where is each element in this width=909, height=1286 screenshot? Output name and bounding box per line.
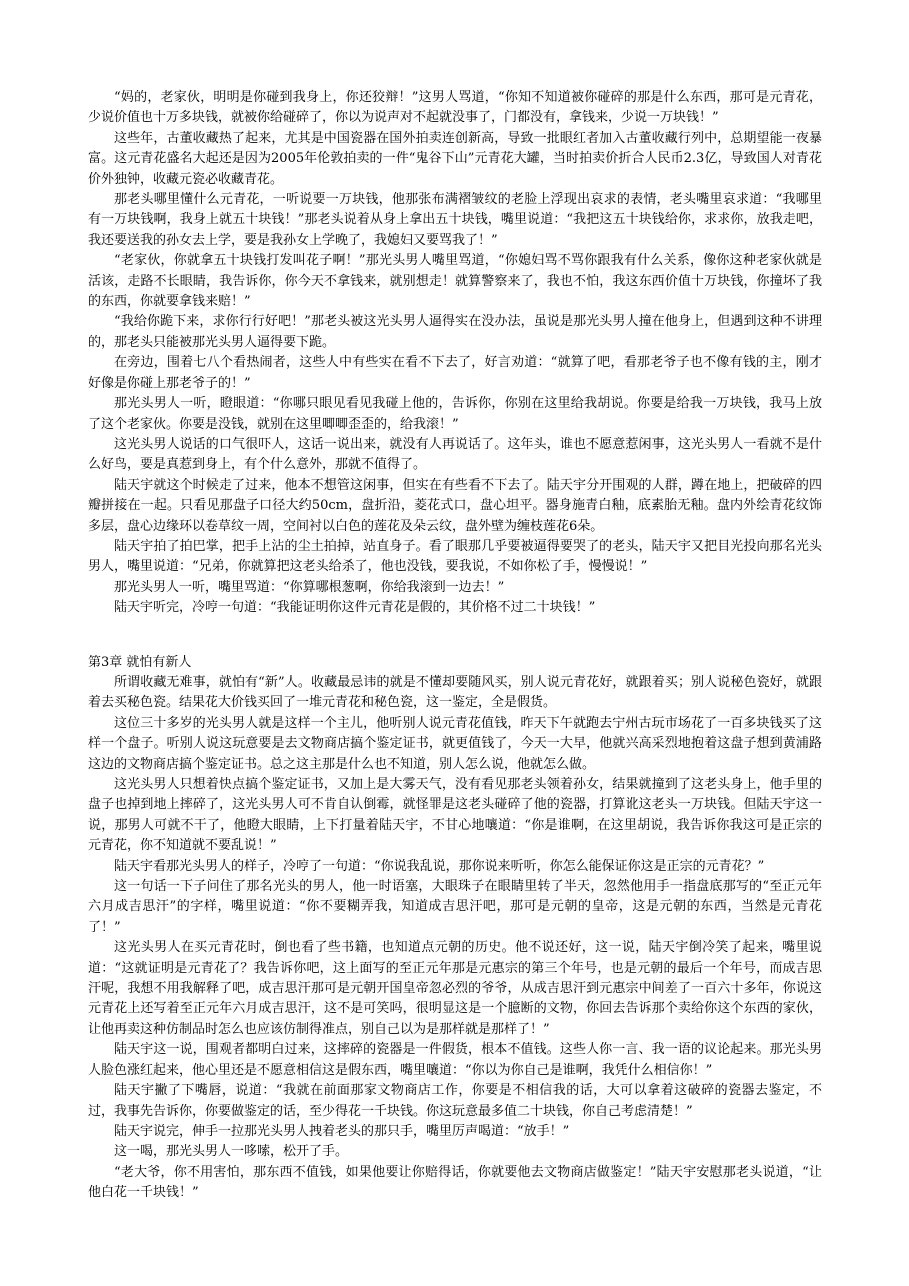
document-page [88,88,822,1204]
paragraph: 陆天宇说完，伸手一拉那光头男人拽着老头的那只手，嘴里厉声喝道：“放手！” [114,1123,570,1139]
paragraph: 陆天宇撇了下嘴唇，说道：“我就在前面那家文物商店工作，你要是不相信我的话，大可以拿着这破碎的瓷器去鉴定，不过，我事先告诉你，你要做鉴定的话，至少得花一千块钱。你这玩意最多值二十块钱，你自己考虑清楚！” [88,1083,822,1119]
paragraph: 这光头男人说话的口气很吓人，这话一说出来，就没有人再说话了。这年头，谁也不愿意惹闲事，这光头男人一看就不是什么好鸟，要是真惹到身上，有个什么意外，那就不值得了。 [88,436,822,473]
paragraph: 陆天宇就这个时候走了过来，他本不想管这闲事，但实在有些看不下去了。陆天宇分开围观的人群，蹲在地上，把破碎的四瓣拼接在一起。只看见那盘子口径大约50cm，盘折沿，菱花式口，盘心坦平。器身施青白釉，底素胎无釉。盘内外绘青花纹饰多层，盘心边缘环以卷草纹一周，空间衬以白色的莲花及朵云纹，盘外壁为缠枝莲花6朵。 [88,477,822,534]
paragraph: 那光头男人一听，瞪眼道：“你哪只眼见看见我碰上他的，告诉你，你别在这里给我胡说。你要是给我一万块钱，我马上放了这个老家伙。你要是没钱，就别在这里唧唧歪歪的，给我滚！” [88,396,822,432]
paragraph: 那光头男人一听，嘴里骂道：“你算哪根葱啊，你给我滚到一边去！” [114,579,505,595]
paragraph: 陆天宇听完，冷哼一句道：“我能证明你这件元青花是假的，其价格不过二十块钱！” [114,600,596,616]
paragraph: 这一句话一下子问住了那名光头的男人，他一时语塞，大眼珠子在眼睛里转了半天，忽然他用手一指盘底那写的“至正元年六月成吉思汗”的字样，嘴里说道：“你不要糊弄我，知道成吉思汗吧，那可是元朝的皇帝，这是元朝的东西，当然是元青花了！” [88,879,822,935]
paragraph: “老家伙，你就拿五十块钱打发叫花子啊！”那光头男人嘴里骂道，“你媳妇骂不骂你跟我有什么关系，像你这种老家伙就是活该，走路不长眼睛，我告诉你，你今天不拿钱来，就别想走！就算警察来了，我也不怕，我这东西价值十万块钱，你撞坏了我的东西，你就要拿钱来赔！” [88,253,822,310]
chapter-title: 第3章 就怕有新人 [88,654,192,670]
paragraph: 陆天宇拍了拍巴掌，把手上沾的尘土拍掉，站直身子。看了眼那几乎要被逼得要哭了的老头，陆天宇又把目光投向那名光头男人，嘴里说道：“兄弟，你就算把这老头给杀了，他也没钱，要我说，不如你松了手，慢慢说！” [88,538,822,575]
paragraph: 这些年，古董收藏热了起来，尤其是中国瓷器在国外拍卖连创新高，导致一批眼红者加入古董收藏行列中，总期望能一夜暴富。这元青花盛名大起还是因为2005年伦敦拍卖的一件“鬼谷下山”元青花大罐，当时拍卖价折合人民币2.3亿，导致国人对青花价外独钟，收藏元瓷必收藏青花。 [88,130,822,187]
paragraph: 这光头男人在买元青花时，倒也看了些书籍，也知道点元朝的历史。他不说还好，这一说，陆天宇倒冷笑了起来，嘴里说道：“这就证明是元青花了？我告诉你吧，这上面写的至正元年那是元惠宗的第三个年号，也是元朝的最后一个年号，而成吉思汗呢，我想不用我解释了吧，成吉思汗那可是元朝开国皇帝忽必烈的爷爷，从成吉思汗到元惠宗中间差了一百六十多年，你说这元青花上还写着至正元年六月成吉思汗，这不是可笑吗，很明显这是一个臆断的文物，你回去告诉那个卖给你这个东西的家伙，让他再卖这种仿制品时怎么也应该仿制得准点，别自己以为是那样就是那样了！” [88,940,822,1037]
paragraph: “妈的，老家伙，明明是你碰到我身上，你还狡辩！”这男人骂道，“你知不知道被你碰碎的那是什么东西，那可是元青花，少说价值也十万多块钱，就被你给碰碎了，你以为说声对不起就没事了，门都没有，拿钱来，少说一万块钱！” [88,90,822,126]
paragraph: 那老头哪里懂什么元青花，一听说要一万块钱，他那张布满褶皱纹的老脸上浮现出哀求的表情，老头嘴里哀求道：“我哪里有一万块钱啊，我身上就五十块钱！”那老头说着从身上拿出五十块钱，嘴里说道：“我把这五十块钱给你，求求你，放我走吧，我还要送我的孙女去上学，要是我孙女上学晚了，我媳妇又要骂我了！” [88,192,822,248]
story-section [88,88,822,619]
paragraph: 这位三十多岁的光头男人就是这样一个主儿，他听别人说元青花值钱，昨天下午就跑去宁州古玩市场花了一百多块钱买了这样一个盘子。听别人说这玩意要是去文物商店搞个鉴定证书，就更值钱了，今天一大早，他就兴高采烈地抱着这盘子想到黄浦路这边的文物商店搞个鉴定证书。总之这主那是什么也不知道，别人怎么说，他就怎么做。 [88,715,822,772]
paragraph: 陆天宇看那光头男人的样子，冷哼了一句道：“你说我乱说，那你说来听听，你怎么能保证你这是正宗的元青花？” [114,858,765,874]
paragraph: 这光头男人只想着快点搞个鉴定证书，又加上是大雾天气，没有看见那老头领着孙女，结果就撞到了这老头身上，他手里的盘子也掉到地上摔碎了，这光头男人可不肯自认倒霉，就怪罪是这老头碰碎了他的瓷器，打算讹这老头一万块钱。但陆天宇这一说，那男人可就不干了，他瞪大眼睛，上下打量着陆天宇，不甘心地嚷道：“你是谁啊，在这里胡说，我告诉你我这可是正宗的元青花，你不知道就不要乱说！” [88,777,822,854]
paragraph: 所谓收藏无难事，就怕有“新”人。收藏最忌讳的就是不懂却要随风买，别人说元青花好，就跟着买；别人说秘色瓷好，就跟着去买秘色瓷。结果花大价钱买回了一堆元青花和秘色瓷，这一鉴定，全是假货。 [88,674,822,711]
section-gap [88,619,822,653]
paragraph: “我给你跪下来，求你行行好吧！”那老头被这光头男人逼得实在没办法，虽说是那光头男人撞在他身上，但遇到这种不讲理的，那老头只能被那光头男人逼得要下跪。 [88,314,822,350]
paragraph: 这一喝，那光头男人一哆嗦，松开了手。 [114,1144,349,1160]
paragraph: 陆天宇这一说，围观者都明白过来，这摔碎的瓷器是一件假货，根本不值钱。这些人你一言、我一语的议论起来。那光头男人脸色涨红起来，他心里还是不愿意相信这是假东西，嘴里嚷道：“你以为你自己是谁啊，我凭什么相信你！” [88,1042,822,1078]
chapter-section [88,653,822,1204]
paragraph: 在旁边，围着七八个看热闹者，这些人中有些实在看不下去了，好言劝道：“就算了吧，看那老爷子也不像有钱的主，刚才好像是你碰上那老爷子的！” [88,355,822,391]
paragraph: “老大爷，你不用害怕，那东西不值钱，如果他要让你赔得话，你就要他去文物商店做鉴定！”陆天宇安慰那老头说道，“让他白花一千块钱！” [88,1164,822,1201]
